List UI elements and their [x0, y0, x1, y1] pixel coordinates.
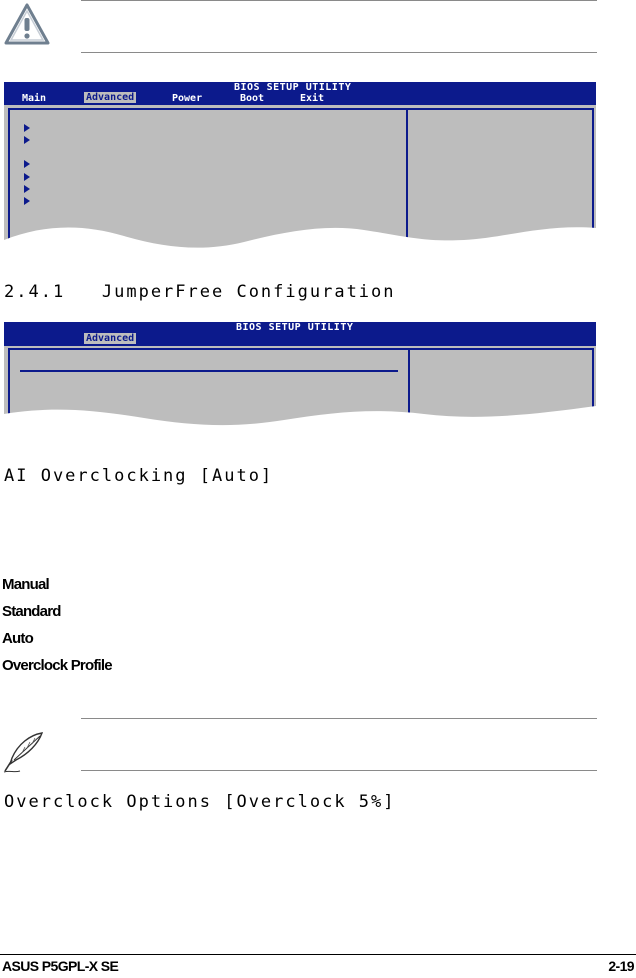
- warning-icon: [4, 2, 50, 46]
- torn-edge: [4, 222, 596, 254]
- note-bottom-rule: [81, 770, 597, 771]
- feather-pen-icon: [2, 730, 46, 774]
- footer-page-number: 2-19: [608, 958, 634, 974]
- ai-overclocking-heading: AI Overclocking [Auto]: [4, 466, 274, 486]
- note-top-rule: [81, 718, 597, 719]
- section-heading: 2.4.1 JumperFree Configuration: [4, 282, 396, 302]
- footer-rule: [0, 954, 636, 955]
- warning-top-rule: [81, 0, 597, 1]
- menu-main[interactable]: Main: [22, 93, 47, 104]
- bios-separator-line: [20, 370, 398, 372]
- bios-title: BIOS SETUP UTILITY: [236, 322, 354, 333]
- menu-boot[interactable]: Boot: [240, 93, 265, 104]
- menu-advanced[interactable]: Advanced: [86, 333, 135, 344]
- bios-title-bar: [4, 82, 596, 105]
- menu-exit[interactable]: Exit: [300, 93, 325, 104]
- bios-title: BIOS SETUP UTILITY: [234, 82, 352, 93]
- option-standard: Standard: [2, 603, 61, 620]
- warning-bottom-rule: [81, 52, 597, 53]
- footer-product-name: ASUS P5GPL-X SE: [2, 958, 119, 974]
- submenu-arrow[interactable]: [24, 185, 30, 193]
- option-manual: Manual: [2, 576, 49, 593]
- submenu-arrow[interactable]: [24, 160, 30, 168]
- menu-power[interactable]: Power: [172, 93, 203, 104]
- bios-title-bar: [4, 322, 596, 346]
- submenu-arrow[interactable]: [24, 197, 30, 205]
- submenu-arrow[interactable]: [24, 173, 30, 181]
- option-auto: Auto: [2, 630, 33, 647]
- menu-advanced[interactable]: Advanced: [86, 92, 135, 103]
- overclock-options-heading: Overclock Options [Overclock 5%]: [4, 792, 396, 812]
- torn-edge: [4, 404, 596, 432]
- submenu-arrow[interactable]: [24, 124, 30, 132]
- bios-jumperfree-screen: [4, 322, 596, 432]
- bios-advanced-screen: [4, 82, 596, 254]
- submenu-arrow[interactable]: [24, 136, 30, 144]
- option-overclock-profile: Overclock Profile: [2, 657, 112, 674]
